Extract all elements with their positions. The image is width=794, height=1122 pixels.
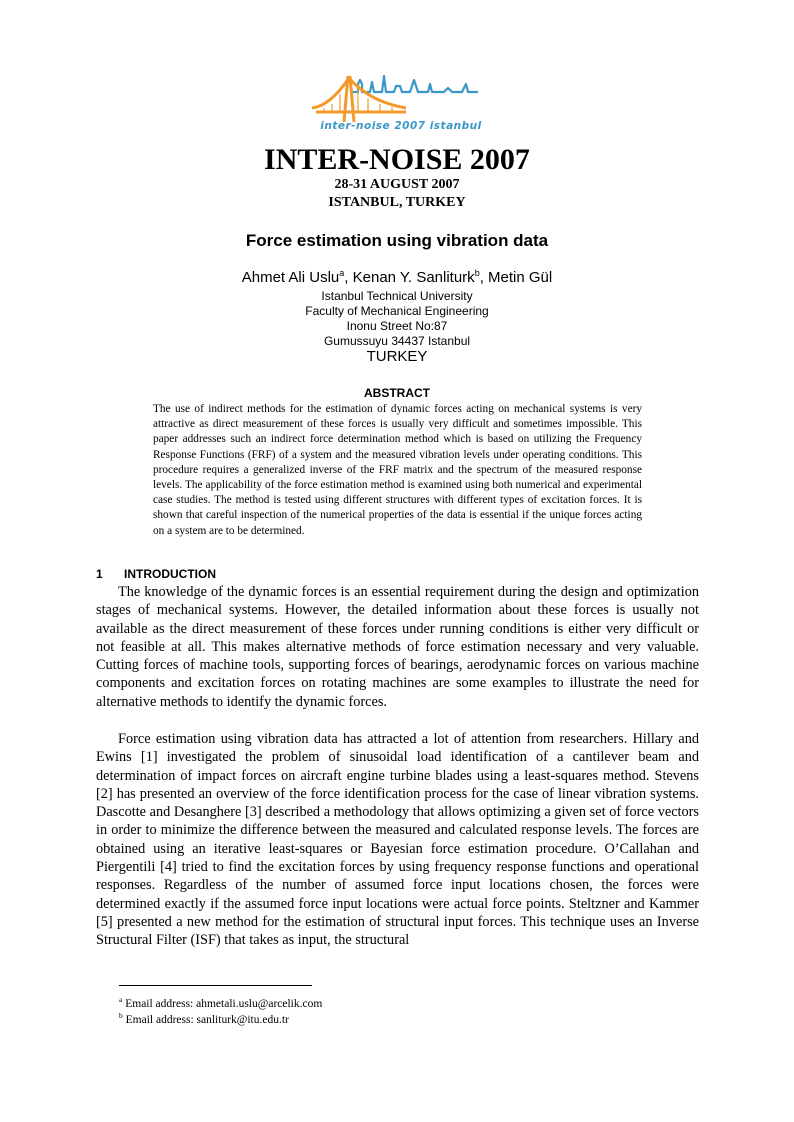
author-name: Kenan Y. Sanliturk: [352, 269, 475, 286]
affiliation-line: Istanbul Technical University: [321, 289, 473, 303]
abstract-text: The use of indirect methods for the estimation of dynamic forces acting on mechanical systems is very attractive as direct measurement of these forces is usually very difficult and sometimes impossible. This paper addresses such an indirect force determination method which is based on utilizing the Frequency Response Functions (FRF) of a system and the measured vibration levels under operating conditions. This procedure requires a generalized inverse of the FRF matrix and the spectrum of the measured response levels. The applicability of the force estimation method is examined using both numerical and experimental case studies. The method is tested using different structures with different types of excitation forces. It is shown that careful inspection of the numerical properties of the data is essential if the unique forces acting on a system are to be determined.: [153, 403, 642, 537]
abstract-heading: ABSTRACT: [364, 386, 430, 400]
section-heading: [96, 567, 216, 581]
author-separator: ,: [479, 269, 489, 286]
conference-title: INTER-NOISE 2007: [264, 143, 530, 176]
conference-date: 28-31 AUGUST 2007: [334, 177, 460, 192]
author-name: Ahmet Ali Uslu: [241, 269, 340, 286]
body-paragraph: The knowledge of the dynamic forces is an essential requirement during the design and optimization stages of mechanical systems. However, the detailed information about these forces is usually not available as the direct measurement of these forces under running conditions is either very difficult or not feasible at all. This makes alternative methods of force estimation necessary and very valuable. Cutting forces of machine tools, supporting forces of bearings, aerodynamic forces on various machine components and excitation forces on rotating machines are some examples to illustrate the need for alternative methods to identify the dynamic forces.: [96, 584, 699, 710]
affiliation-line: Inonu Street No:87: [346, 319, 448, 333]
author-list: [0, 268, 794, 286]
footnote: [119, 995, 322, 1010]
affiliation-line: Faculty of Mechanical Engineering: [305, 304, 489, 318]
footnote-text: Email address: sanliturk@itu.edu.tr: [125, 1013, 289, 1026]
footnote-divider: [119, 985, 312, 986]
author-name: Metin Gül: [488, 269, 553, 286]
footnote: [119, 1011, 289, 1026]
author-separator: ,: [344, 269, 353, 286]
bridge-skyline-graphic: [310, 62, 490, 122]
author-footnote-mark: b: [474, 268, 480, 278]
affiliation-country: TURKEY: [366, 348, 428, 365]
footnote-mark: b: [119, 1011, 123, 1020]
conference-place: ISTANBUL, TURKEY: [328, 195, 466, 210]
body-paragraph: Force estimation using vibration data has attracted a lot of attention from researchers. Hillary and Ewins [1] investigated the problem of sinusoidal load identification of a cantilever beam and determination of impact forces on aircraft engine turbine blades using a least-squares method. Stevens [2] has presented an overview of the force identification process for the case of linear vibration systems. Dascotte and Desanghere [3] described a methodology that allows optimizing a given set of force vectors in order to minimize the difference between the measured and calculated response levels. The forces are obtained using an iterative least-squares or Bayesian force estimation procedure. O’Callahan and Piergentili [4] tried to find the excitation forces by using frequency response functions and operational responses. Regardless of the number of assumed force input locations chosen, the forces were determined exactly if the assumed force input locations were actual force points. Steltzner and Kammer [5] presented a new method for the estimation of structural input forces. This technique uses an Inverse Structural Filter (ISF) that takes as input, the structural: [96, 731, 699, 949]
conference-logo: [310, 62, 490, 140]
logo-wordmark: inter-noise 2007 istanbul: [320, 120, 482, 132]
section-title: INTRODUCTION: [124, 567, 216, 581]
affiliation-line: Gumussuyu 34437 Istanbul: [323, 334, 471, 348]
author-footnote-mark: a: [339, 268, 345, 278]
footnote-text: Email address: ahmetali.uslu@arcelik.com: [125, 997, 323, 1010]
paper-title: Force estimation using vibration data: [245, 231, 549, 250]
section-number: 1: [96, 567, 103, 581]
footnote-mark: a: [119, 995, 123, 1004]
